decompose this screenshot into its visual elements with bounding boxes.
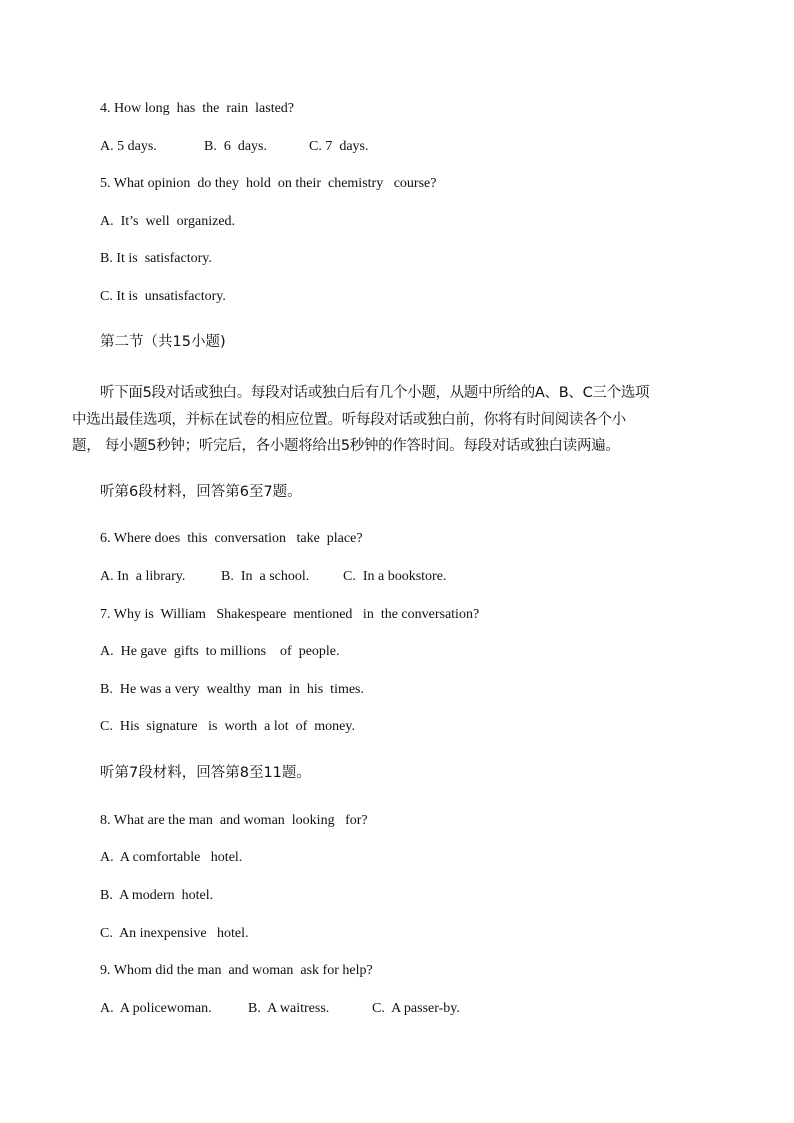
option-a: A. In a library. [100,569,186,584]
option-b: B. A waitress. [248,1001,330,1016]
option-c: C. In a bookstore. [343,569,447,584]
section-title: 第二节（共15小题) [100,334,226,350]
question-5: 5. What opinion do they hold on their chemistry course? [100,176,437,191]
instruction-line: 听下面5段对话或独白。每段对话或独白后有几个小题，从题中所给的A、B、C三个选项 [100,385,650,401]
option-b: B. 6 days. [204,139,267,154]
option-b: B. It is satisfactory. [100,251,212,266]
question-4-options [100,138,369,156]
question-9-options [100,1000,460,1018]
instruction-line: 中选出最佳选项，并标在试卷的相应位置。听每段对话或独白前，你将有时间阅读各个小 [72,411,626,428]
option-b: B. In a school. [221,569,310,584]
option-a: A. A policewoman. [100,1001,212,1016]
option-c: C. An inexpensive hotel. [100,926,249,941]
option-c: C. His signature is worth a lot of money. [100,719,355,734]
material-7-heading: 听第7段材料，回答第8至11题。 [100,765,311,781]
option-c: C. 7 days. [309,139,369,154]
option-a: A. 5 days. [100,139,157,154]
option-b: B. He was a very wealthy man in his times. [100,682,365,697]
question-4: 4. How long has the rain lasted? [100,101,295,116]
question-7: 7. Why is William Shakespeare mentioned in the conversation? [100,607,480,622]
question-9: 9. Whom did the man and woman ask for help? [100,963,373,978]
option-c: C. It is unsatisfactory. [100,289,226,304]
question-6: 6. Where does this conversation take place? [100,531,363,546]
question-8: 8. What are the man and woman looking for? [100,813,368,828]
option-a: A. He gave gifts to millions of people. [100,644,340,659]
instruction-line: 题， 每小题5秒钟；听完后，各小题将给出5秒钟的作答时间。每段对话或独白读两遍。 [72,438,620,454]
section-instructions [72,380,722,460]
option-a: A. A comfortable hotel. [100,850,243,865]
option-b: B. A modern hotel. [100,888,214,903]
question-6-options [100,568,447,586]
material-6-heading: 听第6段材料，回答第6至7题。 [100,484,302,500]
option-c: C. A passer-by. [372,1001,460,1016]
option-a: A. It’s well organized. [100,214,236,229]
